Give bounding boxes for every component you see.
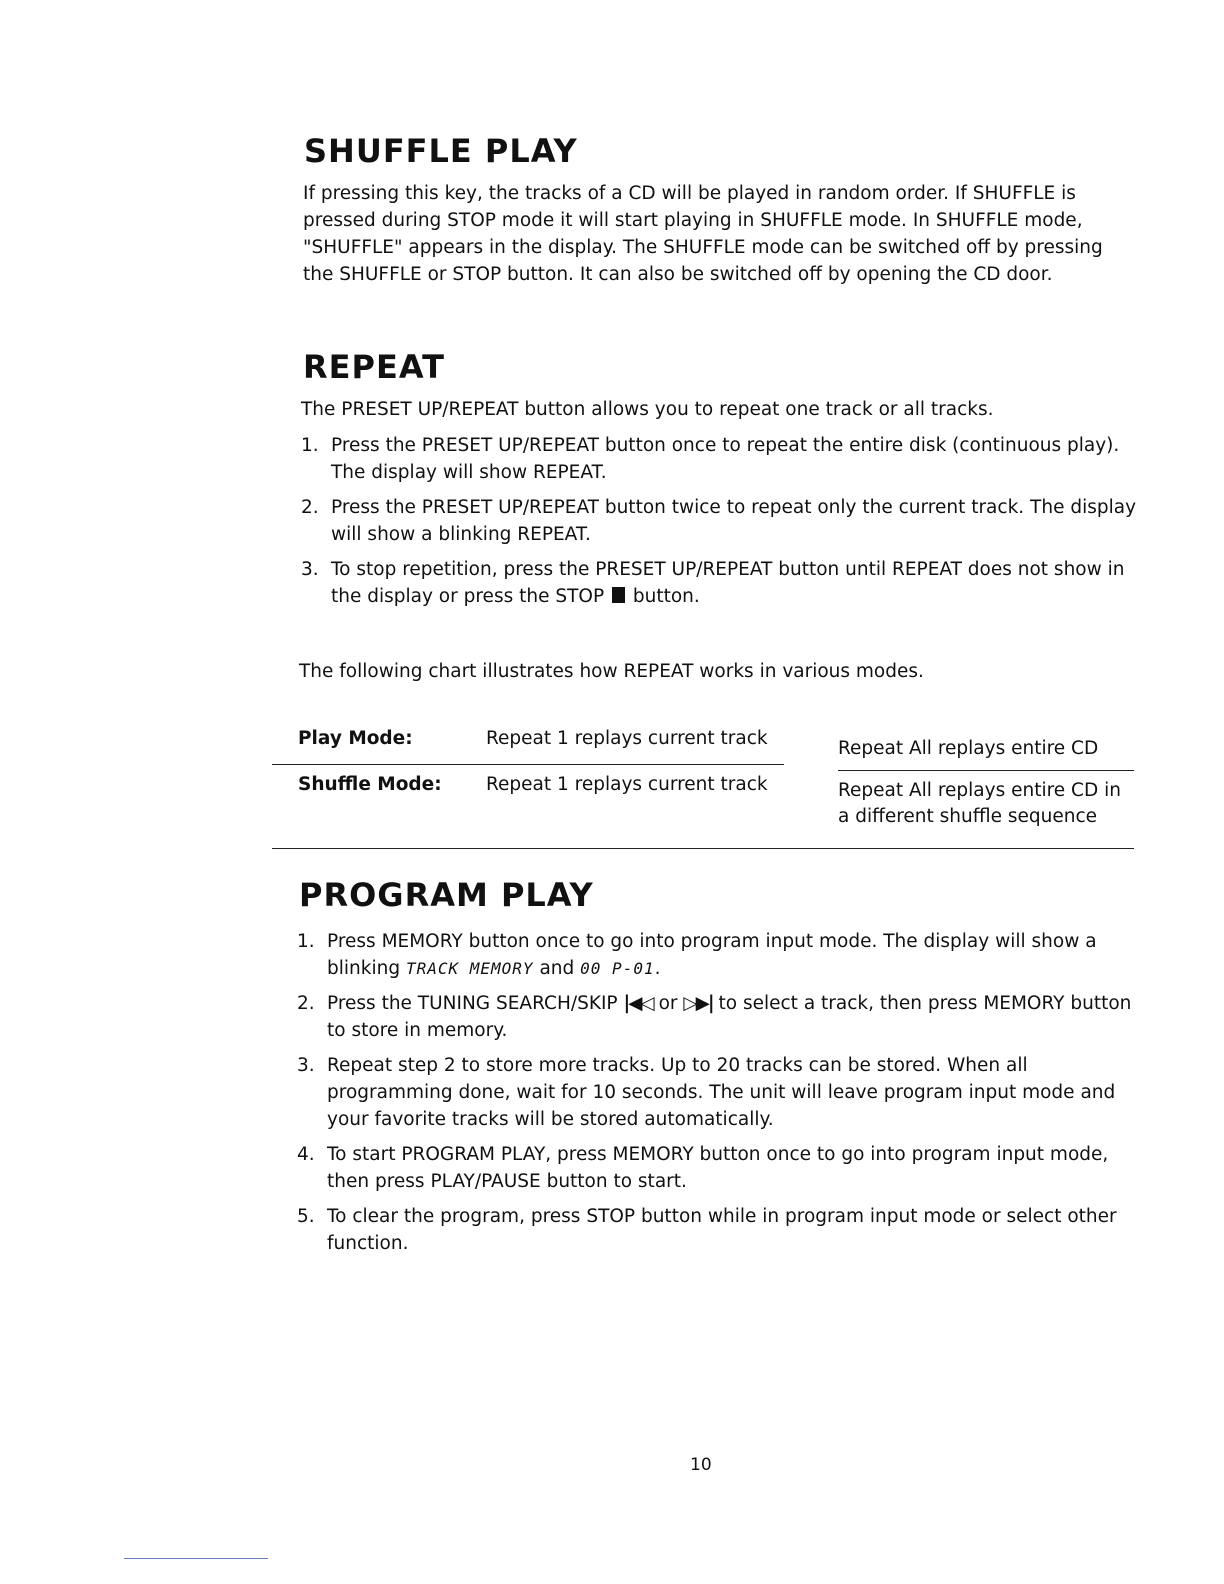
program-step [297, 928, 1133, 982]
mode-label: Play Mode: [298, 728, 413, 749]
step-number: 5. [297, 1206, 315, 1227]
step-text-end: . [654, 958, 661, 979]
shuffle-play-body: If pressing this key, the tracks of a CD will be played in random order. If SHUFFLE is pressed during STOP mode it will start playing in SHUFFLE mode. In SHUFFLE mode, "SHUFFLE" appears in the display. The SHUFFLE mode can be switched off by pressing the SHUFFLE or STOP button. It can also be switched off by opening the CD door. [303, 183, 1103, 285]
step-text: Press MEMORY button once to go into program input mode. The display will show a blinking [327, 931, 1097, 979]
step-number: 2. [301, 497, 319, 518]
step-text-end: button. [632, 586, 700, 607]
table-divider [272, 764, 784, 765]
repeat-mode-table [272, 726, 1134, 827]
step-text: Press the PRESET UP/REPEAT button once to repeat the entire disk (continuous play). The display will show REPEAT. [331, 435, 1120, 483]
step-text: Press the PRESET UP/REPEAT button twice to repeat only the current track. The display will show a blinking REPEAT. [331, 497, 1137, 545]
program-step [297, 990, 1133, 1044]
page-number: 10 [690, 1455, 712, 1475]
step-text-end: to select a track, then press MEMORY button to store in memory. [327, 993, 1132, 1041]
footer-rule [124, 1558, 268, 1559]
stop-square-icon [612, 587, 625, 603]
step-text: To clear the program, press STOP button while in program input mode or select other function. [327, 1206, 1117, 1254]
program-step [297, 1052, 1133, 1133]
table-row [272, 726, 1134, 762]
skip-forward-icon: ▷▶| [683, 993, 713, 1014]
repeat-step [301, 494, 1137, 548]
shuffle-play-heading: SHUFFLE PLAY [304, 132, 578, 170]
step-number: 3. [301, 559, 319, 580]
step-text: Repeat step 2 to store more tracks. Up to 20 tracks can be stored. When all programming done, wait for 10 seconds. The unit will leave program input mode and your favorite tracks will be stored automatically. [327, 1055, 1116, 1130]
lcd-program-number: 00 P-01 [580, 959, 655, 978]
repeat-one-cell: Repeat 1 replays current track [486, 774, 768, 795]
step-text-and: and [539, 958, 575, 979]
program-step [297, 1203, 1133, 1257]
repeat-one-cell: Repeat 1 replays current track [486, 728, 768, 749]
step-number: 2. [297, 993, 315, 1014]
repeat-heading: REPEAT [303, 348, 445, 386]
repeat-intro: The PRESET UP/REPEAT button allows you to repeat one track or all tracks. [301, 399, 994, 420]
step-text: To start PROGRAM PLAY, press MEMORY button once to go into program input mode, then press PLAY/PAUSE button to start. [327, 1144, 1109, 1192]
step-text: Press the TUNING SEARCH/SKIP [327, 993, 618, 1014]
program-step [297, 1141, 1133, 1195]
table-bottom-rule [272, 848, 1134, 849]
step-number: 4. [297, 1144, 315, 1165]
step-text: To stop repetition, press the PRESET UP/REPEAT button until REPEAT does not show in the display or press the STOP [331, 559, 1125, 607]
mode-label: Shuffle Mode: [298, 774, 442, 795]
table-row [272, 772, 1134, 856]
step-number: 1. [297, 931, 315, 952]
table-divider [838, 770, 1134, 771]
step-number: 1. [301, 435, 319, 456]
chart-intro: The following chart illustrates how REPEAT works in various modes. [299, 661, 924, 682]
lcd-track-memory: TRACK MEMORY [405, 959, 534, 978]
repeat-step [301, 432, 1137, 486]
repeat-all-cell: Repeat All replays entire CD [838, 738, 1099, 759]
repeat-step [301, 556, 1137, 610]
program-play-heading: PROGRAM PLAY [299, 876, 594, 914]
skip-back-icon: |◀◁ [623, 993, 653, 1014]
repeat-steps [301, 432, 1137, 618]
step-text-or: or [658, 993, 678, 1014]
repeat-all-cell: Repeat All replays entire CD in a different shuffle sequence [838, 780, 1121, 827]
program-steps [297, 928, 1133, 1265]
step-number: 3. [297, 1055, 315, 1076]
